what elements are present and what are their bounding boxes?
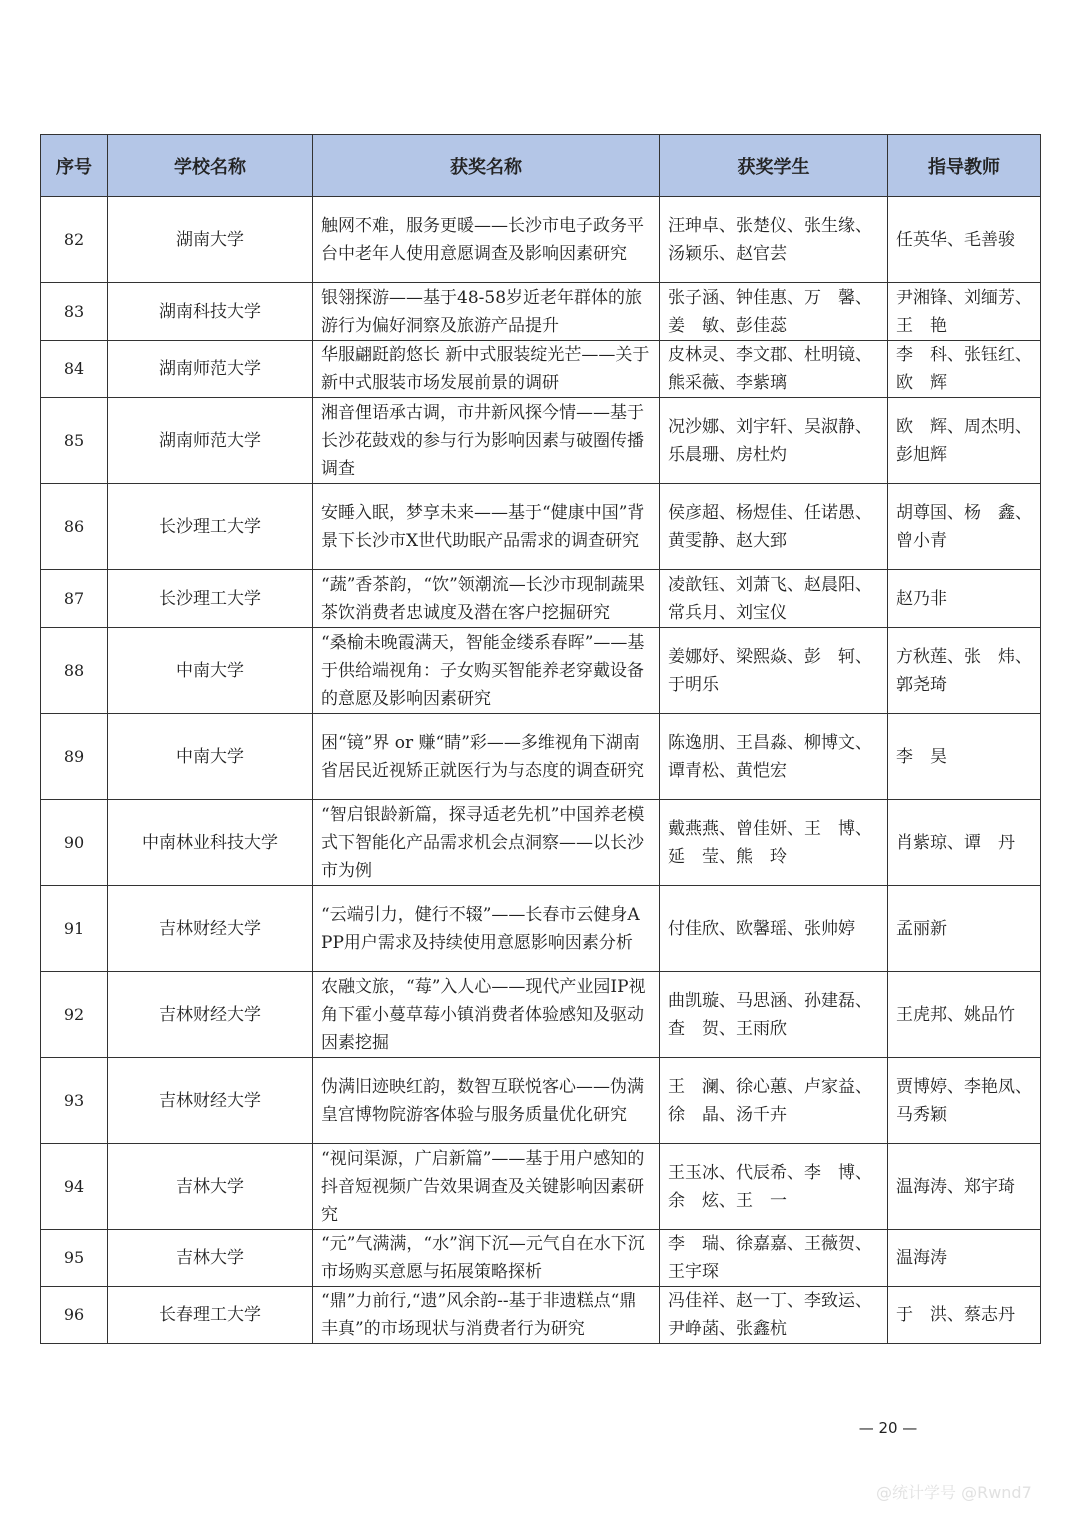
- page-number: — 20 —: [858, 1419, 918, 1437]
- cell-teachers: 温海涛、郑宇琦: [888, 1144, 1041, 1230]
- cell-no: 86: [41, 484, 108, 570]
- cell-teachers: 于 洪、蔡志丹: [888, 1287, 1041, 1344]
- cell-school: 吉林财经大学: [108, 1058, 313, 1144]
- cell-award-title: 困“镜”界 or 赚“睛”彩——多维视角下湖南省居民近视矫正就医行为与态度的调查研究: [313, 714, 660, 800]
- cell-no: 85: [41, 398, 108, 484]
- cell-no: 94: [41, 1144, 108, 1230]
- cell-school: 中南林业科技大学: [108, 800, 313, 886]
- cell-school: 中南大学: [108, 628, 313, 714]
- cell-teachers: 方秋莲、张 炜、郭尧琦: [888, 628, 1041, 714]
- table-row: [41, 886, 1041, 972]
- awards-table: [40, 134, 1041, 1344]
- cell-award-title: 伪满旧迹映红韵，数智互联悦客心——伪满皇宫博物院游客体验与服务质量优化研究: [313, 1058, 660, 1144]
- table-row: [41, 484, 1041, 570]
- cell-no: 92: [41, 972, 108, 1058]
- cell-teachers: 李 科、张钰红、欧 辉: [888, 341, 1041, 398]
- table-row: [41, 1230, 1041, 1287]
- cell-no: 93: [41, 1058, 108, 1144]
- cell-teachers: 贾博婷、李艳凤、马秀颖: [888, 1058, 1041, 1144]
- cell-award-title: 华服翩跹韵悠长 新中式服装绽光芒——关于新中式服装市场发展前景的调研: [313, 341, 660, 398]
- cell-no: 84: [41, 341, 108, 398]
- cell-school: 湖南师范大学: [108, 398, 313, 484]
- cell-award-title: 触网不难，服务更暖——长沙市电子政务平台中老年人使用意愿调查及影响因素研究: [313, 197, 660, 283]
- cell-school: 吉林财经大学: [108, 972, 313, 1058]
- header-school: 学校名称: [108, 135, 313, 197]
- cell-students: 王 澜、徐心蕙、卢家益、徐 晶、汤千卉: [660, 1058, 888, 1144]
- table-row: [41, 1058, 1041, 1144]
- cell-award-title: “智启银龄新篇，探寻适老先机”中国养老模式下智能化产品需求机会点洞察——以长沙市为例: [313, 800, 660, 886]
- cell-award-title: “鼎”力前行,“遗”风余韵--基于非遗糕点“鼎丰真”的市场现状与消费者行为研究: [313, 1287, 660, 1344]
- header-row: [41, 135, 1041, 197]
- cell-school: 中南大学: [108, 714, 313, 800]
- cell-teachers: 任英华、毛善骏: [888, 197, 1041, 283]
- cell-students: 张子涵、钟佳惠、万 馨、姜 敏、彭佳蕊: [660, 283, 888, 341]
- cell-award-title: “元”气满满，“水”润下沉—元气自在水下沉市场购买意愿与拓展策略探析: [313, 1230, 660, 1287]
- cell-students: 王玉冰、代辰希、李 博、余 炫、王 一: [660, 1144, 888, 1230]
- cell-award-title: 银翎探游——基于48-58岁近老年群体的旅游行为偏好洞察及旅游产品提升: [313, 283, 660, 341]
- table-row: [41, 628, 1041, 714]
- cell-no: 90: [41, 800, 108, 886]
- cell-school: 湖南师范大学: [108, 341, 313, 398]
- cell-teachers: 赵乃非: [888, 570, 1041, 628]
- cell-students: 李 瑞、徐嘉嘉、王薇贺、王宇琛: [660, 1230, 888, 1287]
- cell-teachers: 孟丽新: [888, 886, 1041, 972]
- cell-no: 88: [41, 628, 108, 714]
- cell-students: 陈逸朋、王昌淼、柳博文、谭青松、黄恺宏: [660, 714, 888, 800]
- cell-students: 况沙娜、刘宇轩、吴淑静、乐晨珊、房杜灼: [660, 398, 888, 484]
- cell-school: 长春理工大学: [108, 1287, 313, 1344]
- cell-students: 冯佳祥、赵一丁、李致运、尹峥菡、张鑫杭: [660, 1287, 888, 1344]
- cell-no: 89: [41, 714, 108, 800]
- table-row: [41, 197, 1041, 283]
- cell-students: 戴燕燕、曾佳妍、王 博、延 莹、熊 玲: [660, 800, 888, 886]
- header-students: 获奖学生: [660, 135, 888, 197]
- cell-teachers: 王虎邦、姚品竹: [888, 972, 1041, 1058]
- cell-students: 汪珅卓、张楚仪、张生缘、汤颖乐、赵官芸: [660, 197, 888, 283]
- header-teachers: 指导教师: [888, 135, 1041, 197]
- table-row: [41, 398, 1041, 484]
- cell-teachers: 胡尊国、杨 鑫、曾小青: [888, 484, 1041, 570]
- cell-no: 96: [41, 1287, 108, 1344]
- cell-award-title: “视问渠源，广启新篇”——基于用户感知的抖音短视频广告效果调查及关键影响因素研究: [313, 1144, 660, 1230]
- table-row: [41, 283, 1041, 341]
- cell-teachers: 肖紫琼、谭 丹: [888, 800, 1041, 886]
- cell-teachers: 尹湘锋、刘缅芳、王 艳: [888, 283, 1041, 341]
- cell-students: 凌歆钰、刘萧飞、赵晨阳、常兵月、刘宝仪: [660, 570, 888, 628]
- table-row: [41, 800, 1041, 886]
- cell-teachers: 欧 辉、周杰明、彭旭辉: [888, 398, 1041, 484]
- cell-no: 87: [41, 570, 108, 628]
- header-award-title: 获奖名称: [313, 135, 660, 197]
- cell-school: 吉林财经大学: [108, 886, 313, 972]
- cell-teachers: 李 昊: [888, 714, 1041, 800]
- cell-school: 湖南科技大学: [108, 283, 313, 341]
- cell-no: 95: [41, 1230, 108, 1287]
- cell-school: 湖南大学: [108, 197, 313, 283]
- cell-award-title: 湘音俚语承古调，市井新风探今情——基于长沙花鼓戏的参与行为影响因素与破圈传播调查: [313, 398, 660, 484]
- cell-no: 91: [41, 886, 108, 972]
- cell-no: 83: [41, 283, 108, 341]
- header-no: 序号: [41, 135, 108, 197]
- table-row: [41, 1287, 1041, 1344]
- cell-award-title: 安睡入眠，梦享未来——基于“健康中国”背景下长沙市X世代助眠产品需求的调查研究: [313, 484, 660, 570]
- cell-award-title: “桑榆未晚霞满天，智能金缕系春晖”——基于供给端视角：子女购买智能养老穿戴设备的意愿及影响因素研究: [313, 628, 660, 714]
- cell-award-title: “云端引力，健行不辍”——长春市云健身APP用户需求及持续使用意愿影响因素分析: [313, 886, 660, 972]
- table-row: [41, 1144, 1041, 1230]
- cell-students: 侯彦超、杨煜佳、任诺愚、黄雯静、赵大郅: [660, 484, 888, 570]
- cell-students: 皮林灵、李文郡、杜明镜、熊采薇、李紫璃: [660, 341, 888, 398]
- cell-teachers: 温海涛: [888, 1230, 1041, 1287]
- cell-students: 姜娜妤、梁熙焱、彭 轲、于明乐: [660, 628, 888, 714]
- cell-school: 长沙理工大学: [108, 570, 313, 628]
- table-row: [41, 714, 1041, 800]
- cell-award-title: 农融文旅，“莓”入人心——现代产业园IP视角下霍小蔓草莓小镇消费者体验感知及驱动因素挖掘: [313, 972, 660, 1058]
- cell-students: 付佳欣、欧馨瑶、张帅婷: [660, 886, 888, 972]
- cell-no: 82: [41, 197, 108, 283]
- cell-school: 长沙理工大学: [108, 484, 313, 570]
- table-row: [41, 972, 1041, 1058]
- cell-school: 吉林大学: [108, 1230, 313, 1287]
- watermark-text: @统计学号 @Rwnd7: [876, 1483, 1032, 1502]
- cell-award-title: “蔬”香茶韵，“饮”领潮流—长沙市现制蔬果茶饮消费者忠诚度及潜在客户挖掘研究: [313, 570, 660, 628]
- table-row: [41, 570, 1041, 628]
- cell-students: 曲凯璇、马思涵、孙建磊、查 贺、王雨欣: [660, 972, 888, 1058]
- cell-school: 吉林大学: [108, 1144, 313, 1230]
- table-row: [41, 341, 1041, 398]
